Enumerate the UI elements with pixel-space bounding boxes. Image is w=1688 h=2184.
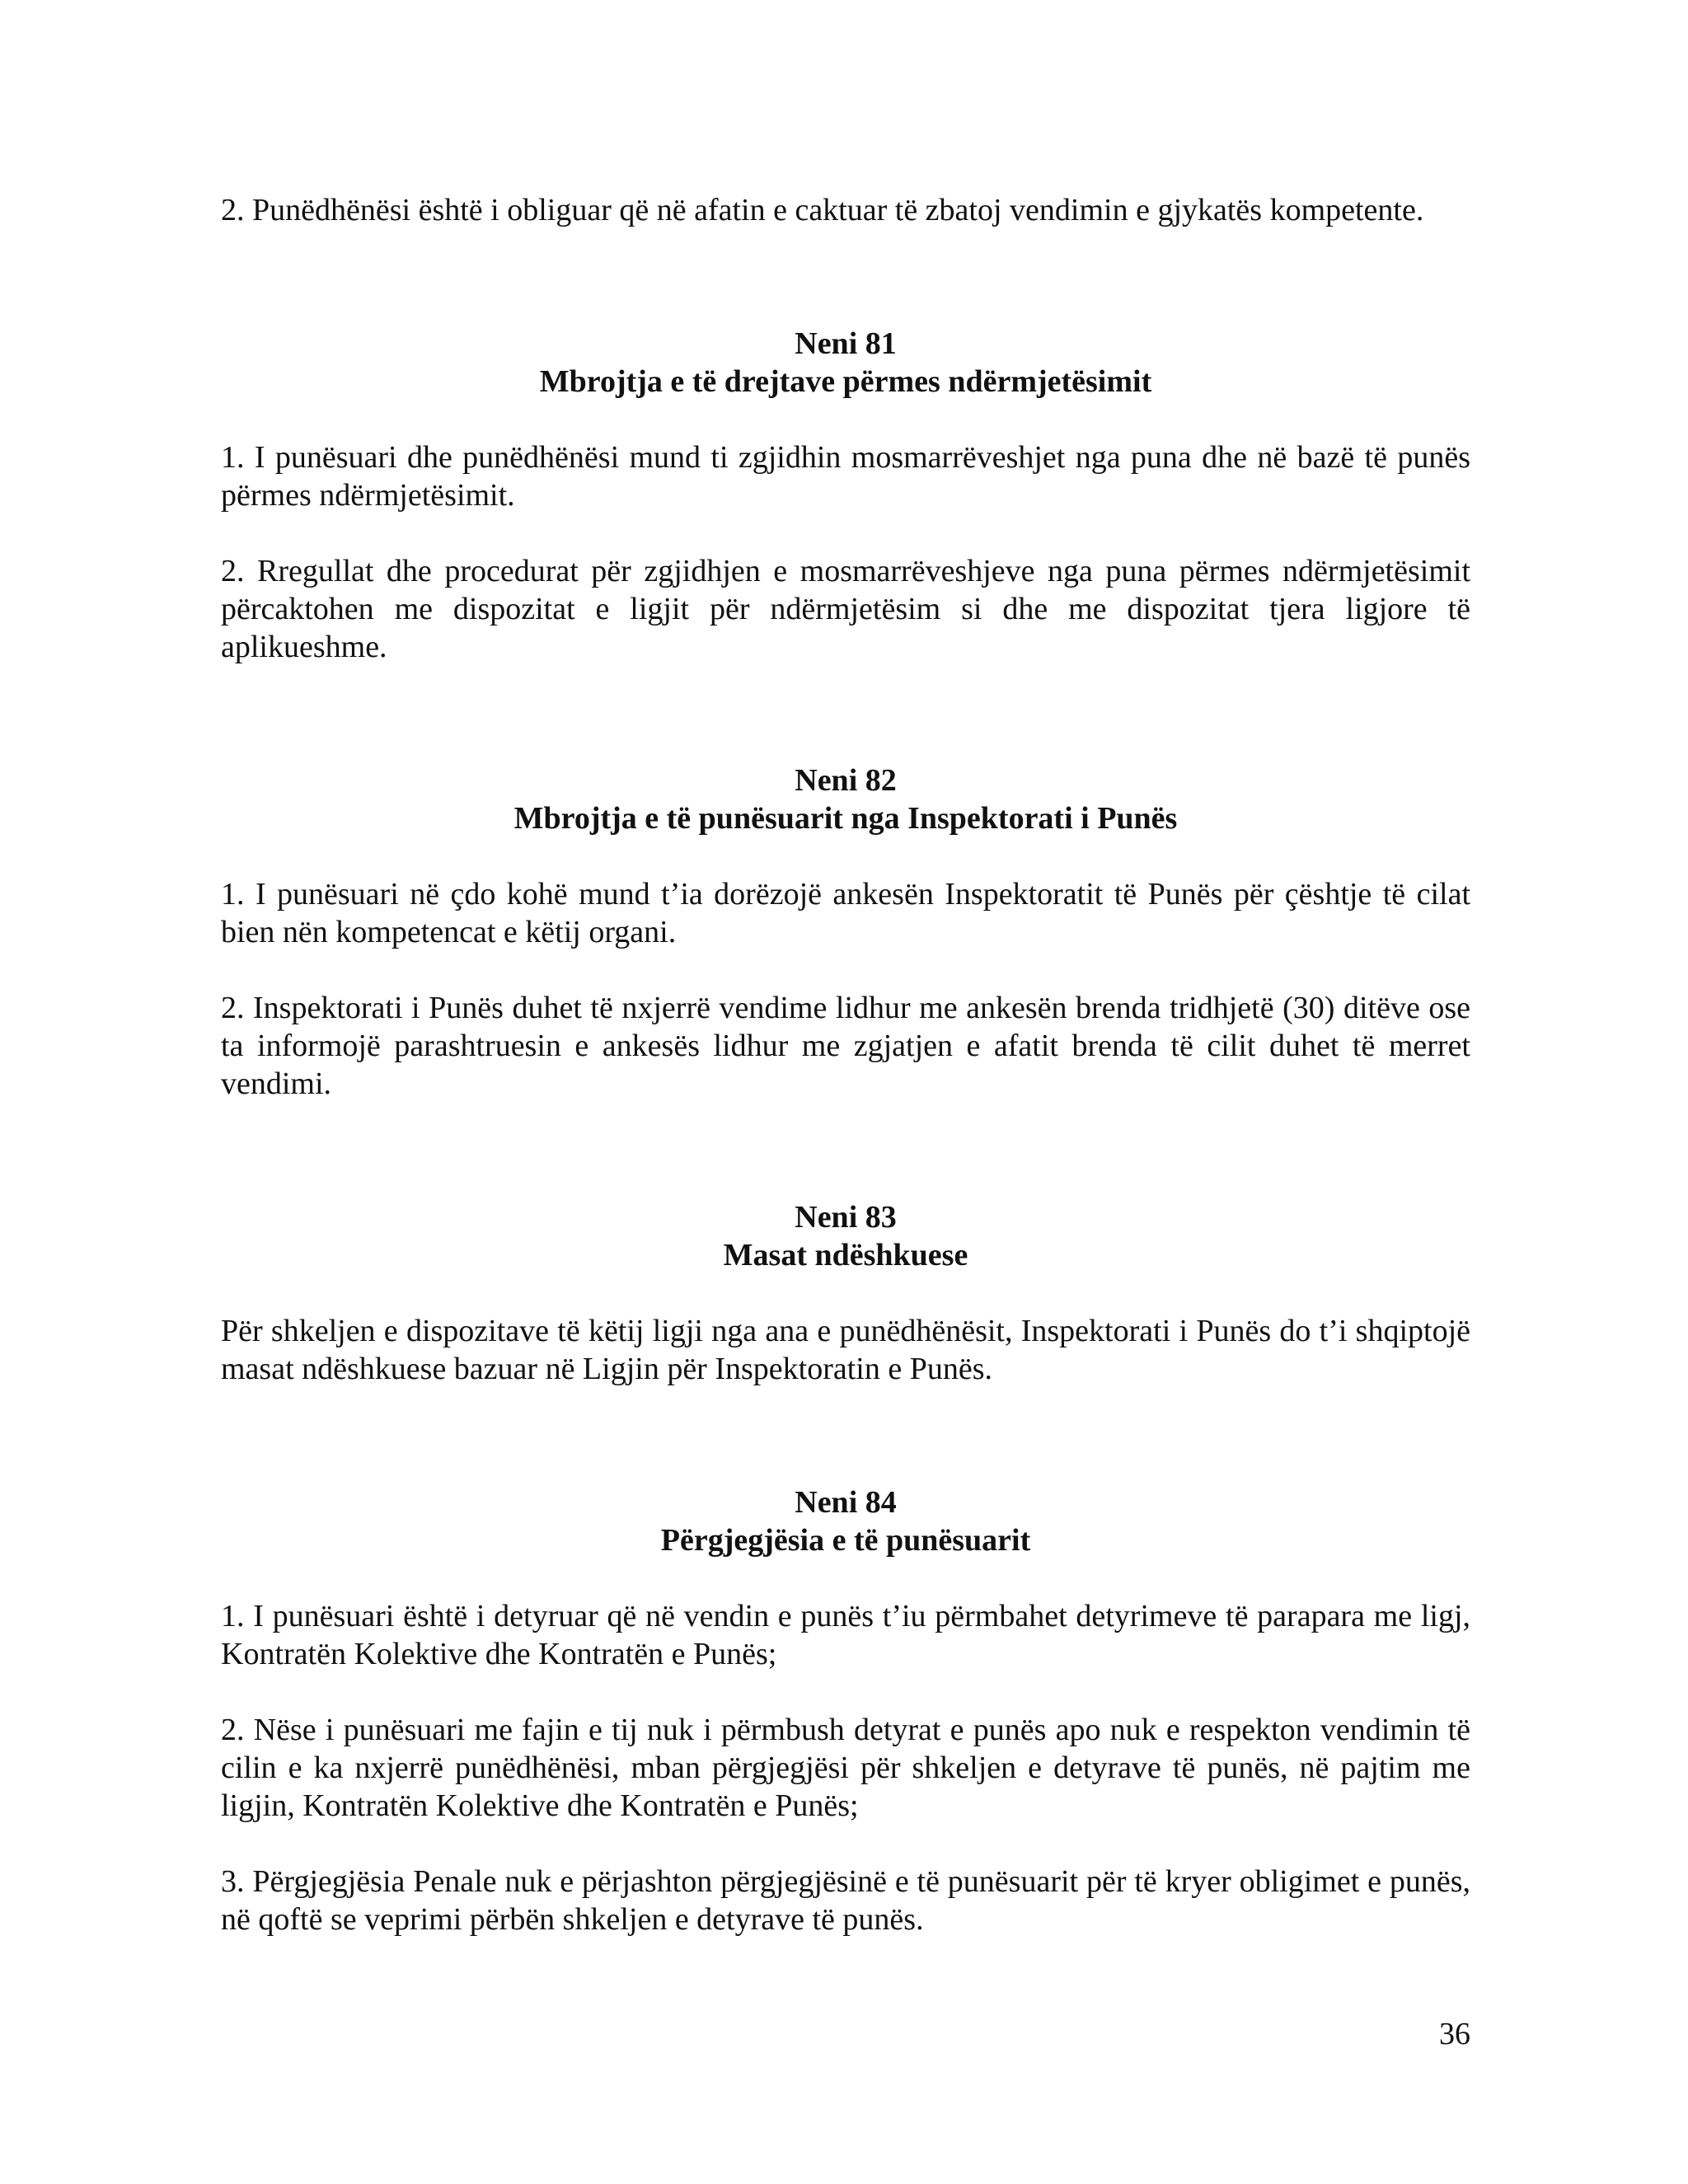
article-82-paragraph-1: 1. I punësuari në çdo kohë mund t’ia dorëzojë ankesën Inspektoratit të Punës për çështje të cilat bien nën kompetencat e këtij organi.	[221, 877, 1470, 949]
article-84-paragraph-3: 3. Përgjegjësia Penale nuk e përjashton përgjegjësinë e të punësuarit për të kryer obligimet e punës, në qoftë se veprimi përbën shkeljen e detyrave të punës.	[221, 1864, 1470, 1937]
article-82-number: Neni 82	[795, 763, 897, 798]
article-84-title: Përgjegjësia e të punësuarit	[660, 1523, 1031, 1558]
article-84-paragraph-2: 2. Nëse i punësuari me fajin e tij nuk i përmbush detyrat e punës apo nuk e respekton vendimin të cilin e ka nxjerrë punëdhënësi, mban përgjegjësi për shkeljen e detyrave të punës, në pajtim me ligjin, Kontratën Kolektive dhe Kontratën e Punës;	[221, 1713, 1470, 1823]
article-81-title: Mbrojtja e të drejtave përmes ndërmjetësimit	[539, 364, 1152, 399]
article-83-number: Neni 83	[795, 1200, 897, 1235]
article-83-title: Masat ndëshkuese	[723, 1238, 968, 1272]
intro-paragraph: 2. Punëdhënësi është i obliguar që në afatin e caktuar të zbatoj vendimin e gjykatës kompetente.	[221, 193, 1424, 227]
article-82-title: Mbrojtja e të punësuarit nga Inspektorati i Punës	[513, 801, 1178, 836]
article-84-number: Neni 84	[795, 1485, 897, 1520]
page-number: 36	[1439, 2017, 1470, 2051]
article-83-paragraph-1: Për shkeljen e dispozitave të këtij ligji nga ana e punëdhënësit, Inspektorati i Punës do t’i shqiptojë masat ndëshkuese bazuar në Ligjin për Inspektoratin e Punës.	[221, 1314, 1470, 1386]
article-81-paragraph-1: 1. I punësuari dhe punëdhënësi mund ti zgjidhin mosmarrëveshjet nga puna dhe në bazë të punës përmes ndërmjetësimit.	[221, 440, 1470, 513]
article-84-paragraph-1: 1. I punësuari është i detyruar që në vendin e punës t’iu përmbahet detyrimeve të parapara me ligj, Kontratën Kolektive dhe Kontratën e Punës;	[221, 1599, 1470, 1671]
document-page	[221, 191, 1470, 1938]
article-81-number: Neni 81	[795, 326, 897, 361]
article-81-paragraph-2: 2. Rregullat dhe procedurat për zgjidhjen e mosmarrëveshjeve nga puna përmes ndërmjetësimit përcaktohen me dispozitat e ligjit për ndërmjetësim si dhe me dispozitat tjera ligjore të aplikueshme.	[221, 554, 1470, 664]
article-82-paragraph-2: 2. Inspektorati i Punës duhet të nxjerrë vendime lidhur me ankesën brenda tridhjetë (30) ditëve ose ta informojë parashtruesin e ankesës lidhur me zgjatjen e afatit brenda të cilit duhet të merret vendimi.	[221, 991, 1470, 1101]
